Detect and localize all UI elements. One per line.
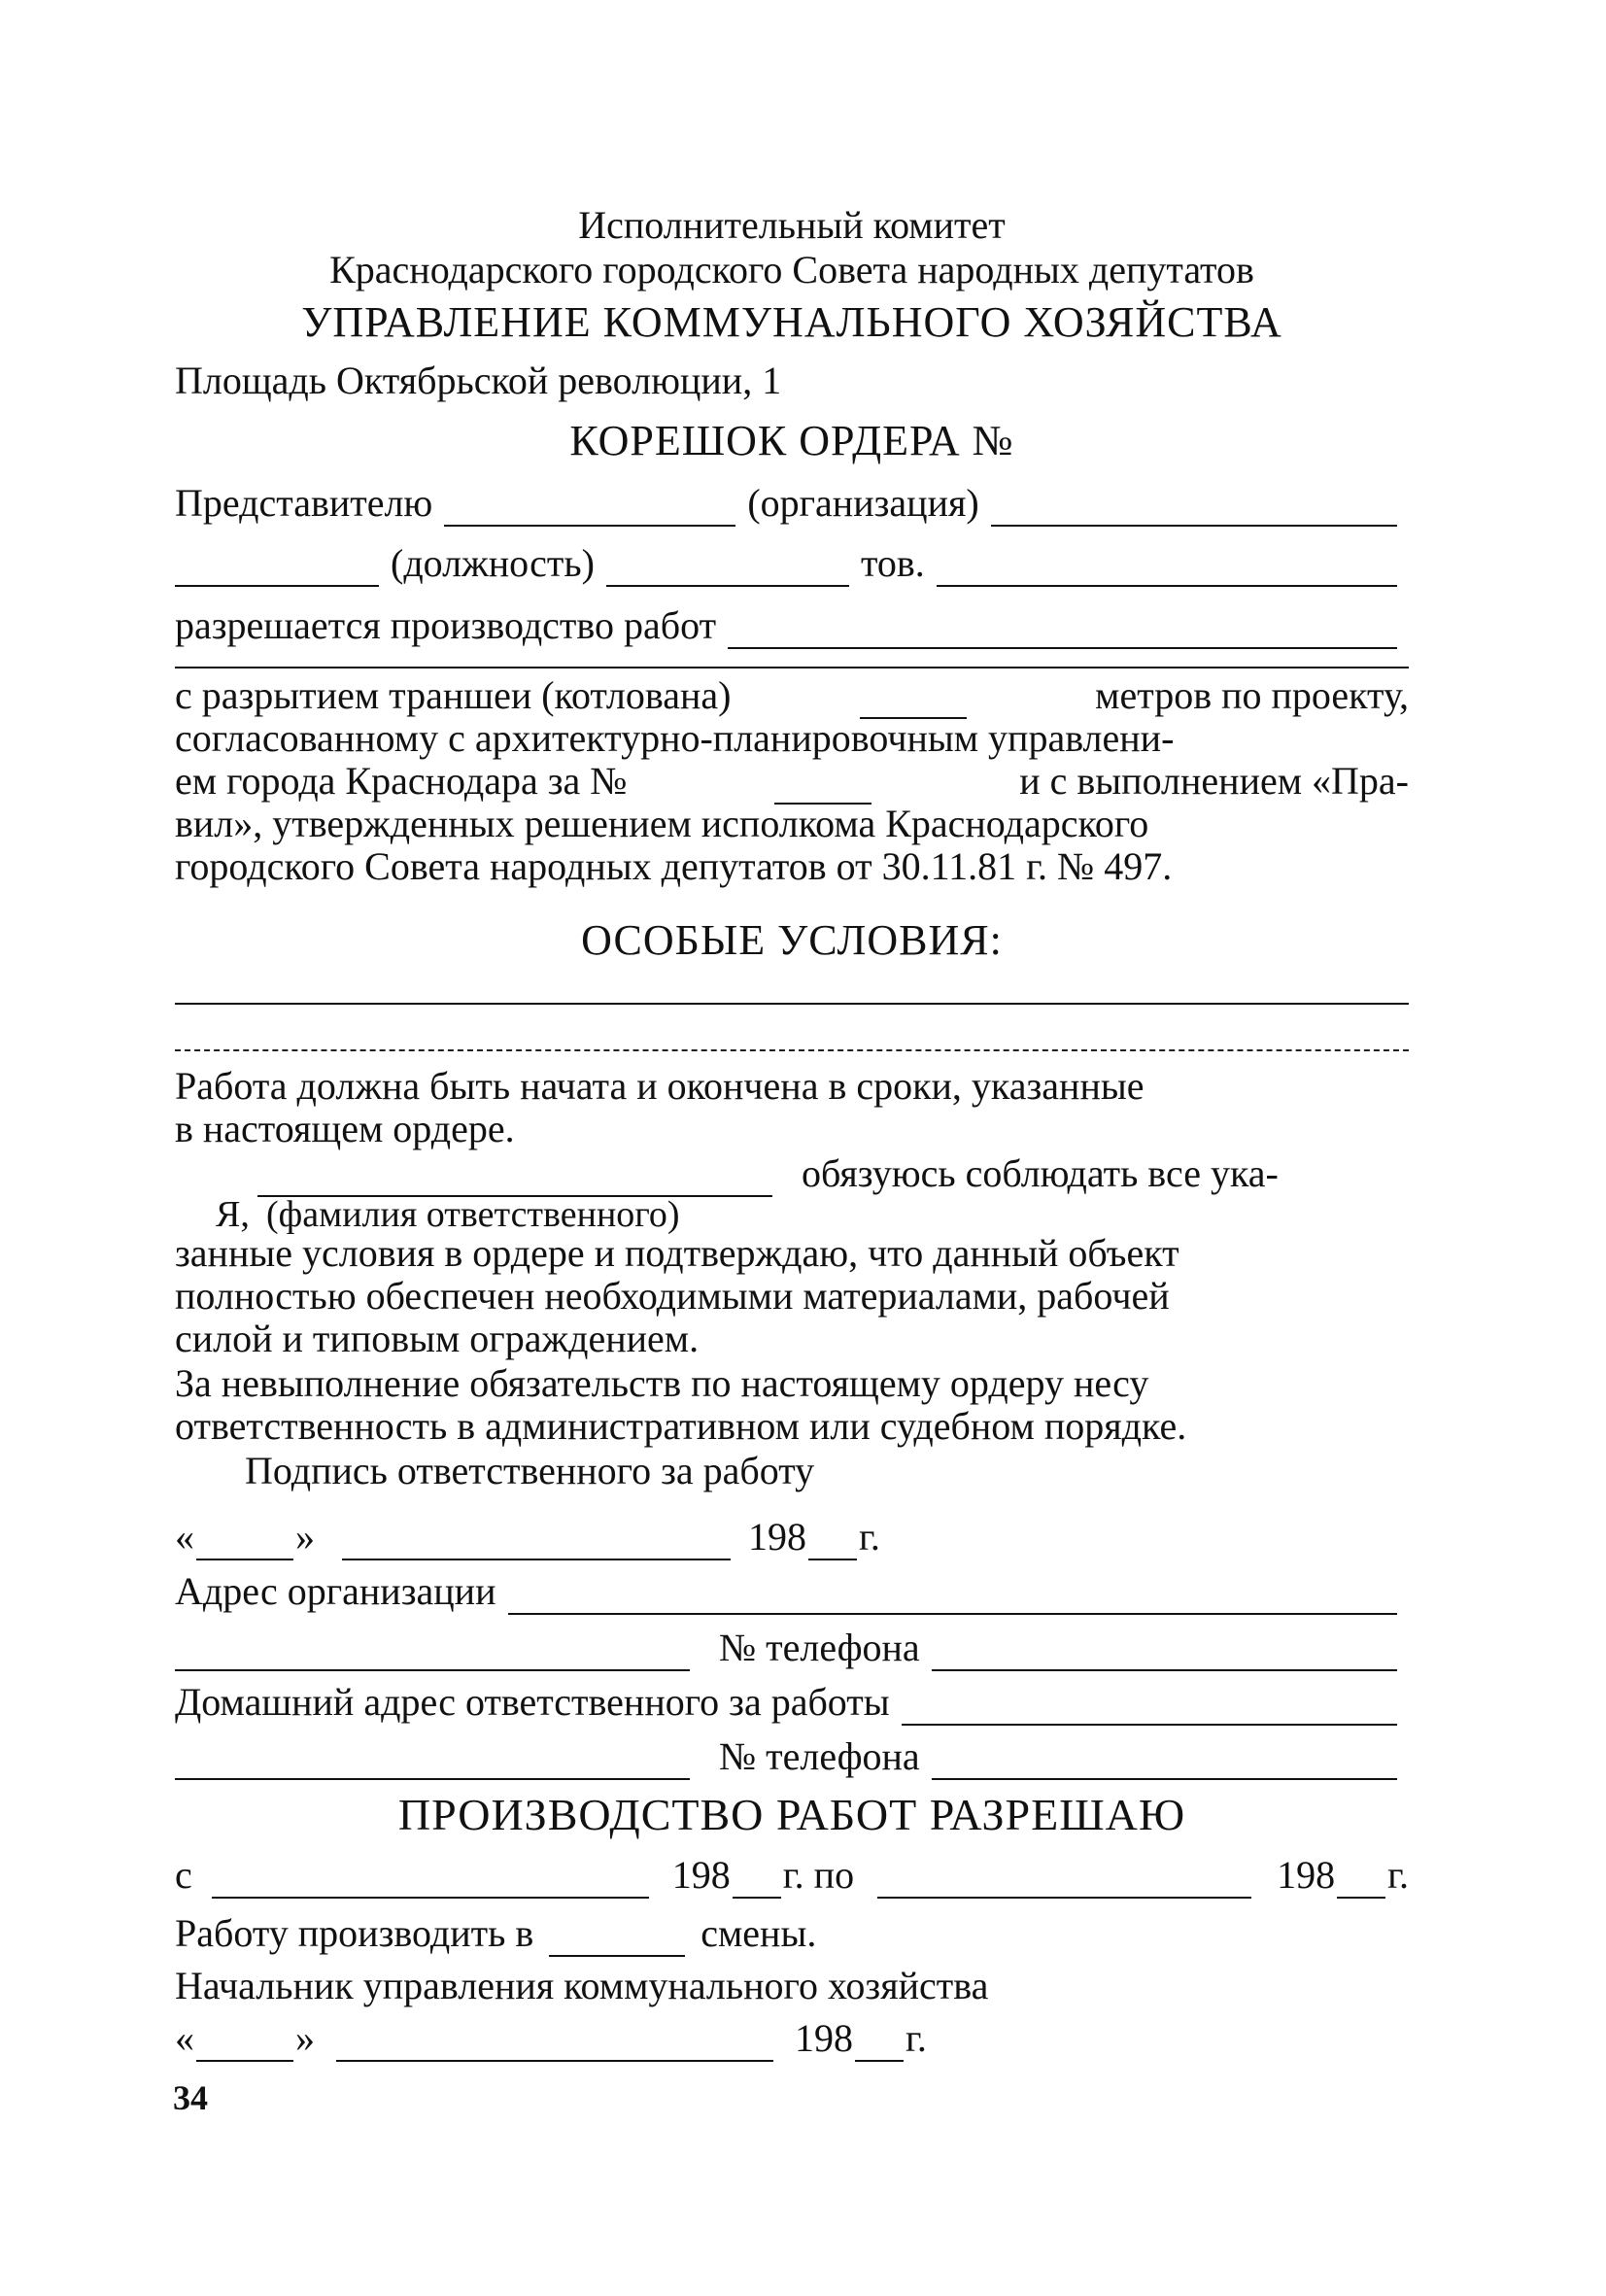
- page-number: 34: [173, 2078, 208, 2117]
- project-number-field[interactable]: [774, 768, 871, 805]
- header-department: УПРАВЛЕНИЕ КОММУНАЛЬНОГО ХОЗЯЙСТВА: [301, 298, 1282, 346]
- comrade-field[interactable]: [937, 550, 1397, 587]
- header-committee: Исполнительный комитет: [578, 203, 1006, 247]
- month-field-1[interactable]: [342, 1524, 731, 1560]
- month-field-2[interactable]: [336, 2025, 773, 2062]
- permit-to-year-field[interactable]: [1337, 1862, 1385, 1899]
- header-council: Краснодарского городского Совета народных депутатов: [329, 248, 1254, 291]
- org-address-line-2[interactable]: [175, 1634, 690, 1671]
- permit-from-field[interactable]: [212, 1862, 649, 1899]
- signature-label: Подпись ответственного за работу: [245, 1449, 815, 1492]
- surname-field[interactable]: [257, 1160, 772, 1197]
- work-type-field[interactable]: [728, 612, 1397, 649]
- position-field[interactable]: [175, 550, 379, 587]
- representative-field[interactable]: [444, 490, 735, 527]
- year-field-2[interactable]: [855, 2025, 904, 2062]
- org-phone-field[interactable]: [932, 1634, 1397, 1671]
- home-address-field[interactable]: [902, 1689, 1397, 1726]
- obligation-line-5: полностью обеспечен необходимыми материалами, рабочей: [175, 1274, 1170, 1318]
- surname-hint: (фамилия ответственного): [266, 1194, 680, 1235]
- work-continuation-line[interactable]: [175, 667, 1409, 668]
- trench-length-field[interactable]: [860, 682, 967, 719]
- permit-period-row: с 198 г. по 198 г.: [175, 1853, 1409, 1897]
- org-address-field[interactable]: [508, 1578, 1398, 1615]
- special-conditions-title: ОСОБЫЕ УСЛОВИЯ:: [581, 916, 1003, 964]
- organization-field[interactable]: [991, 490, 1397, 527]
- obligation-commit-row: обязуюсь соблюдать все ука-: [175, 1150, 1409, 1197]
- body-line-1: с разрытием траншеи (котлована) метров по проекту,: [175, 673, 1409, 717]
- obligation-line-6: силой и типовым ограждением.: [175, 1317, 700, 1360]
- shift-count-field[interactable]: [549, 1920, 685, 1957]
- body-line-4: вил», утвержденных решением исполкома Краснодарского: [175, 802, 1149, 845]
- org-address-row: Адрес организации: [175, 1568, 1409, 1615]
- obligation-line-1: Работа должна быть начата и окончена в сроки, указанные: [175, 1064, 1145, 1108]
- day-field-1[interactable]: [196, 1524, 293, 1560]
- obligation-line-2: в настоящем ордере.: [175, 1107, 515, 1150]
- shift-row: Работу производить в смены.: [175, 1911, 817, 1955]
- obligation-line-4: занные условия в ордере и подтверждаю, что данный объект: [175, 1231, 1179, 1275]
- permit-to-field[interactable]: [877, 1862, 1251, 1899]
- body-line-2: согласованному с архитектурно-планировочным управлени-: [175, 716, 1175, 760]
- position-row: (должность) тов.: [175, 540, 1409, 587]
- day-field-2[interactable]: [196, 2025, 293, 2062]
- special-conditions-line-1[interactable]: [175, 1003, 1409, 1005]
- doc-title: КОРЕШОК ОРДЕРА №: [569, 417, 1014, 464]
- home-address-line-2[interactable]: [175, 1743, 690, 1780]
- header-address: Площадь Октябрьской революции, 1: [175, 359, 782, 402]
- position-name-field[interactable]: [606, 550, 849, 587]
- home-address-row: Домашний адрес ответственного за работы: [175, 1679, 1409, 1726]
- permit-title: ПРОИЗВОДСТВО РАБОТ РАЗРЕШАЮ: [397, 1790, 1186, 1839]
- body-line-3: ем города Краснодара за № и с выполнением «Пра-: [175, 759, 1409, 803]
- representative-row: Представителю (организация): [175, 480, 1409, 527]
- org-phone-row: № телефона: [175, 1625, 1409, 1671]
- date-row-1: « » 198 г.: [175, 1515, 880, 1559]
- home-phone-row: № телефона: [175, 1733, 1409, 1780]
- permitted-work-row: разрешается производство работ: [175, 602, 1409, 649]
- permit-from-year-field[interactable]: [733, 1862, 781, 1899]
- body-line-5: городского Совета народных депутатов от 30.11.81 г. № 497.: [175, 844, 1173, 888]
- date-row-2: « » 198 г.: [175, 2016, 927, 2060]
- chief-label: Начальник управления коммунального хозяйства: [175, 1964, 989, 2007]
- i-label: Я,: [216, 1194, 250, 1235]
- obligation-line-8: ответственность в административном или судебном порядке.: [175, 1404, 1187, 1448]
- special-conditions-line-2[interactable]: [175, 1049, 1409, 1051]
- year-field-1[interactable]: [808, 1524, 857, 1560]
- home-phone-field[interactable]: [932, 1743, 1397, 1780]
- obligation-line-7: За невыполнение обязательств по настоящему ордеру несу: [175, 1361, 1149, 1405]
